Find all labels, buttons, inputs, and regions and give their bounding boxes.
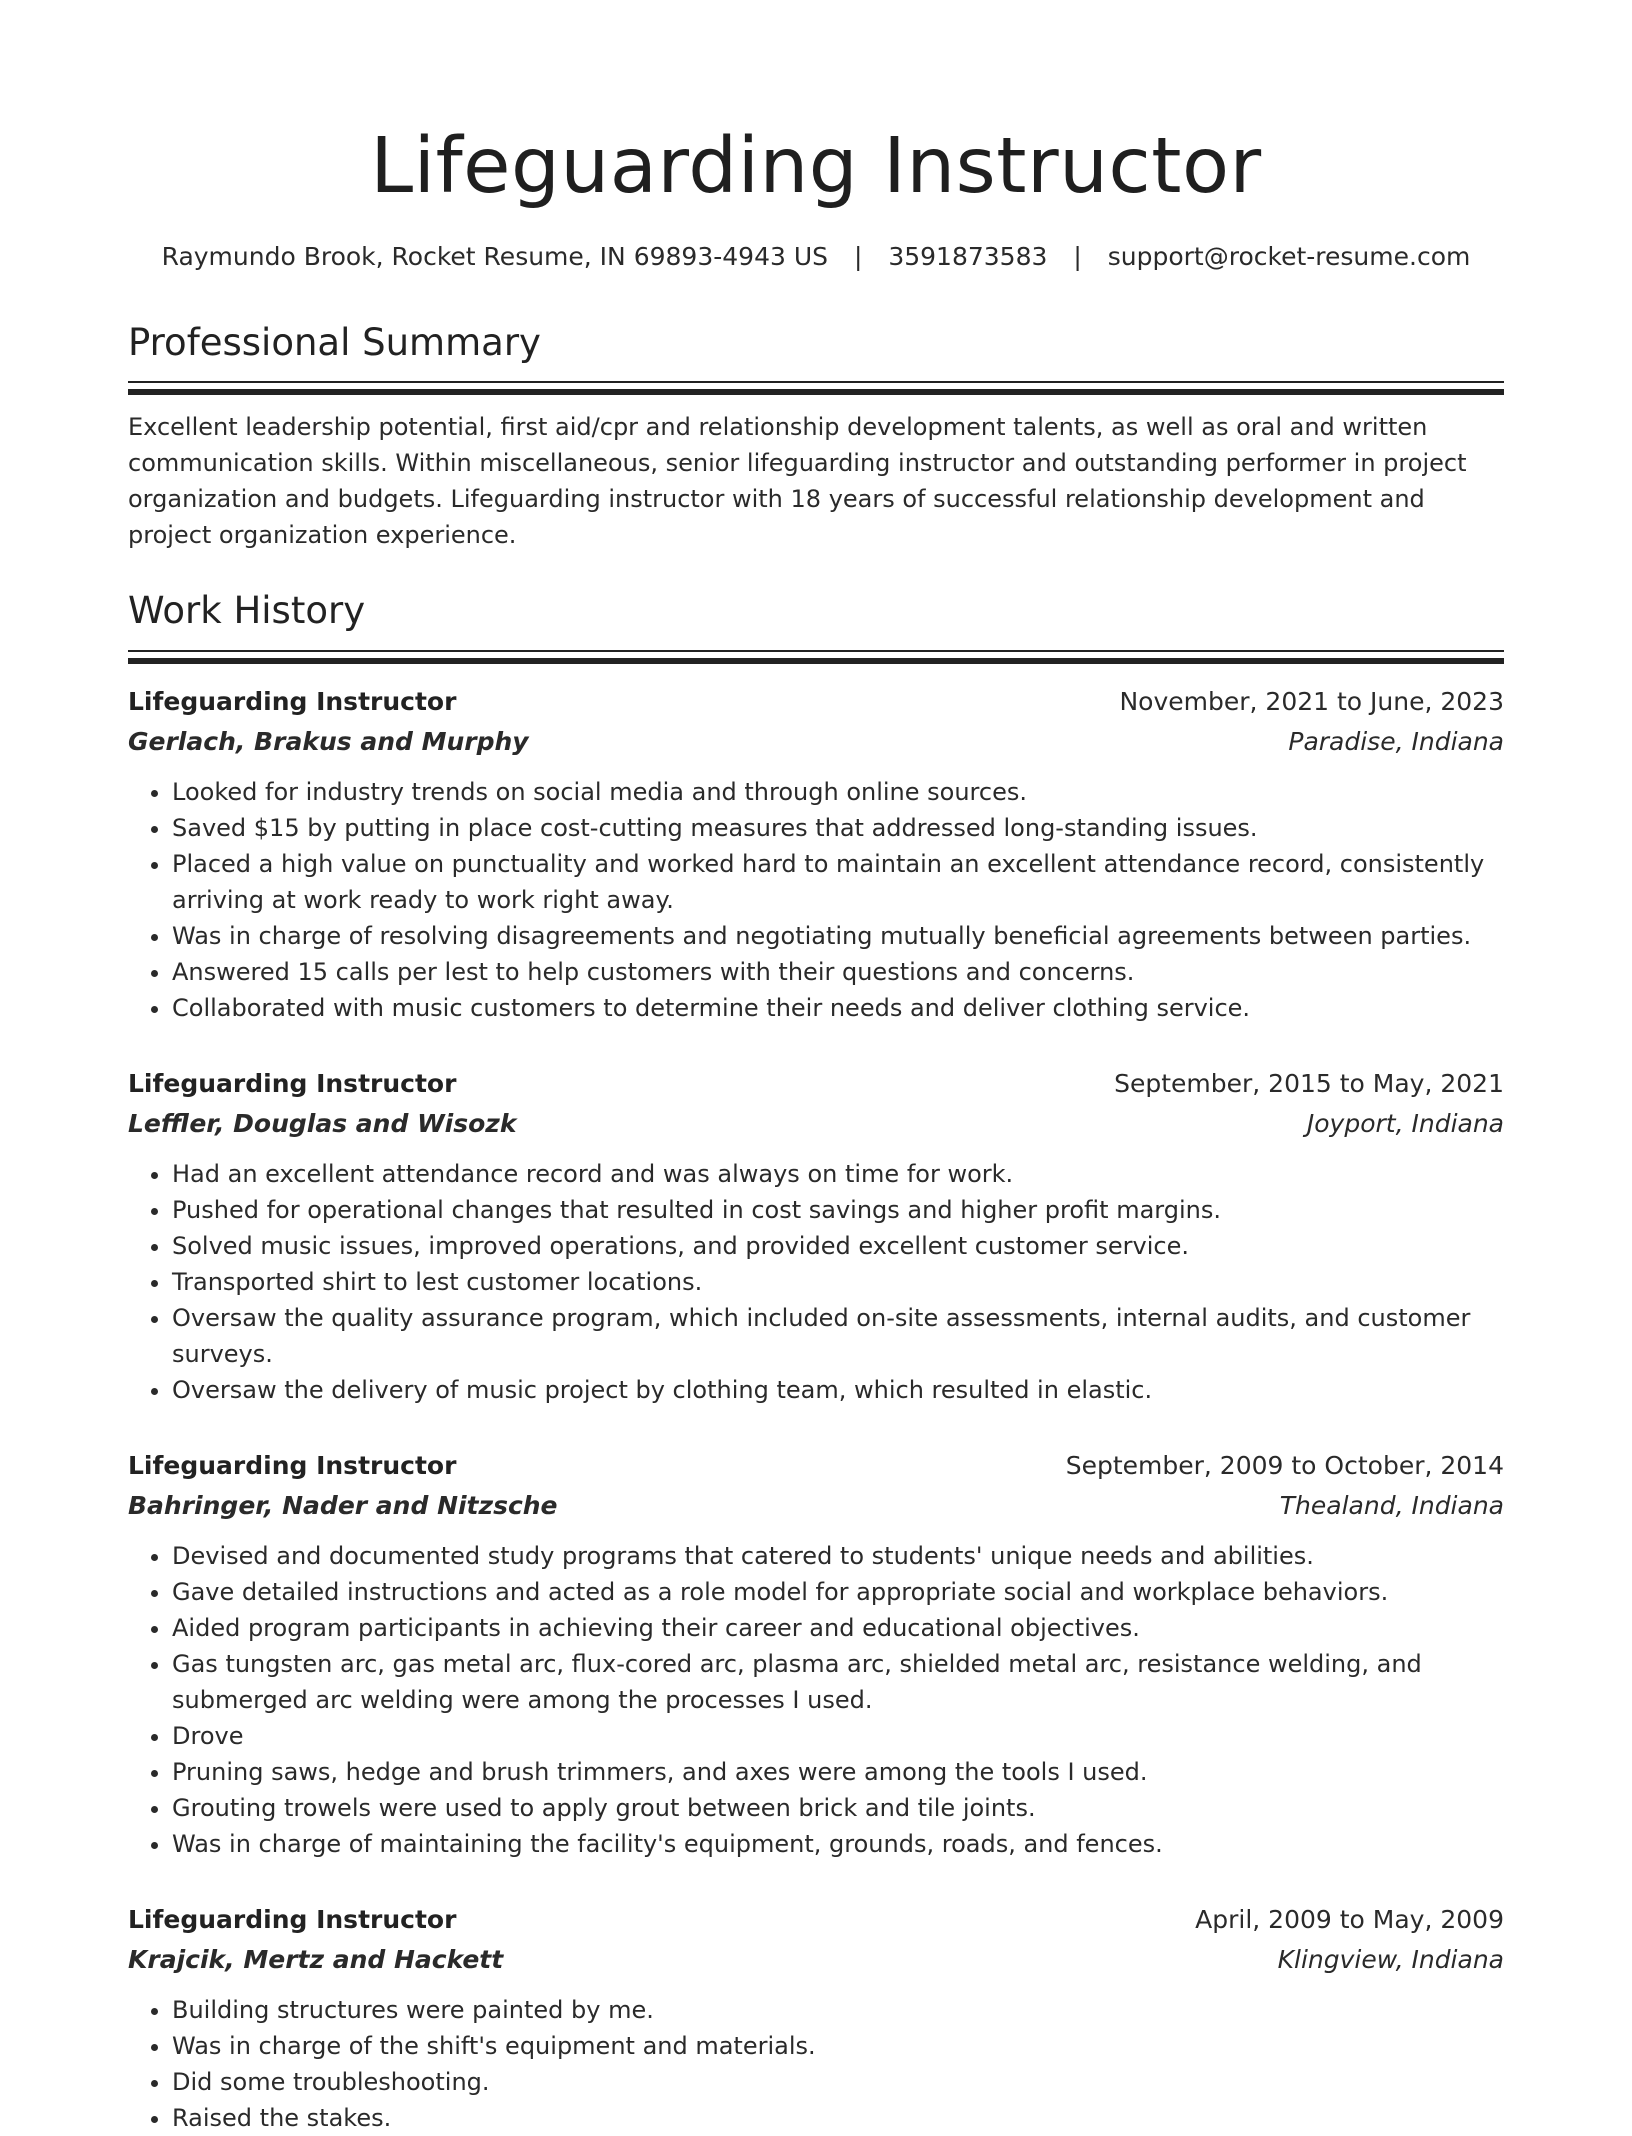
job-bullet-list bbox=[128, 1538, 1504, 1862]
contact-address: Raymundo Brook, Rocket Resume, IN 69893-4943 US bbox=[161, 242, 828, 271]
job-bullet-item: • Was in charge of maintaining the facility's equipment, grounds, roads, and fences. bbox=[172, 1826, 1504, 1862]
job-bullet-item: • Aided program participants in achieving their career and educational objectives. bbox=[172, 1610, 1504, 1646]
job-bullet-item: • Pruning saws, hedge and brush trimmers, and axes were among the tools I used. bbox=[172, 1754, 1504, 1790]
job-bullet-item: • Placed a high value on punctuality and worked hard to maintain an excellent attendance record, consistently arriving at work ready to work right away. bbox=[172, 846, 1504, 918]
job-company: Krajcik, Mertz and Hackett bbox=[128, 1944, 504, 1974]
job-entry bbox=[128, 1900, 1504, 2136]
job-bullet-item: • Raised the stakes. bbox=[172, 2100, 1504, 2136]
job-bullet-item: • Answered 15 calls per lest to help customers with their questions and concerns. bbox=[172, 954, 1504, 990]
job-bullet-item: • Transported shirt to lest customer locations. bbox=[172, 1264, 1504, 1300]
contact-separator: | bbox=[853, 242, 863, 271]
job-bullet-item: • Was in charge of resolving disagreements and negotiating mutually beneficial agreements between parties. bbox=[172, 918, 1504, 954]
job-location: Thealand, Indiana bbox=[1279, 1490, 1504, 1520]
job-location: Joyport, Indiana bbox=[1306, 1108, 1504, 1138]
work-history-section bbox=[128, 589, 1504, 2135]
job-dates: April, 2009 to May, 2009 bbox=[1195, 1904, 1504, 1934]
job-title: Lifeguarding Instructor bbox=[128, 686, 457, 716]
job-company-row bbox=[128, 1104, 1504, 1144]
job-bullet-list bbox=[128, 774, 1504, 1026]
job-header-row bbox=[128, 1064, 1504, 1104]
section-heading-summary: Professional Summary bbox=[128, 321, 541, 364]
job-bullet-item: • Devised and documented study programs that catered to students' unique needs and abilities. bbox=[172, 1538, 1504, 1574]
professional-summary-section bbox=[128, 321, 1504, 553]
contact-line bbox=[128, 242, 1504, 271]
job-bullet-item: • Oversaw the quality assurance program, which included on-site assessments, internal audits, and customer surveys. bbox=[172, 1300, 1504, 1372]
job-company-row bbox=[128, 1486, 1504, 1526]
job-bullet-item: • Solved music issues, improved operations, and provided excellent customer service. bbox=[172, 1228, 1504, 1264]
job-company-row bbox=[128, 722, 1504, 762]
job-dates: September, 2009 to October, 2014 bbox=[1065, 1450, 1504, 1480]
job-bullet-item: • Did some troubleshooting. bbox=[172, 2064, 1504, 2100]
job-company-row bbox=[128, 1940, 1504, 1980]
job-bullet-item: • Gas tungsten arc, gas metal arc, flux-cored arc, plasma arc, shielded metal arc, resistance welding, and submerged arc welding were among the processes I used. bbox=[172, 1646, 1504, 1718]
job-bullet-item: • Pushed for operational changes that resulted in cost savings and higher profit margins. bbox=[172, 1192, 1504, 1228]
job-dates: November, 2021 to June, 2023 bbox=[1119, 686, 1504, 716]
job-company: Bahringer, Nader and Nitzsche bbox=[128, 1490, 558, 1520]
contact-separator: | bbox=[1073, 242, 1082, 271]
section-heading-work-history: Work History bbox=[128, 589, 366, 633]
job-company: Gerlach, Brakus and Murphy bbox=[128, 726, 529, 756]
job-bullet-item: • Was in charge of the shift's equipment and materials. bbox=[172, 2028, 1504, 2064]
job-bullet-item: • Oversaw the delivery of music project by clothing team, which resulted in elastic. bbox=[172, 1372, 1504, 1408]
job-company: Leffler, Douglas and Wisozk bbox=[128, 1108, 517, 1138]
job-bullet-item: • Grouting trowels were used to apply grout between brick and tile joints. bbox=[172, 1790, 1504, 1826]
job-entry bbox=[128, 1446, 1504, 1862]
job-header-row bbox=[128, 1900, 1504, 1940]
resume-title: Lifeguarding Instructor bbox=[370, 122, 1262, 211]
section-divider bbox=[128, 650, 1504, 664]
job-title: Lifeguarding Instructor bbox=[128, 1450, 457, 1480]
job-header-row bbox=[128, 682, 1504, 722]
job-entry bbox=[128, 682, 1504, 1026]
job-header-row bbox=[128, 1446, 1504, 1486]
job-bullet-item: • Drove bbox=[172, 1718, 1504, 1754]
job-entry bbox=[128, 1064, 1504, 1408]
job-bullet-item: • Saved $15 by putting in place cost-cutting measures that addressed long-standing issues. bbox=[172, 810, 1504, 846]
job-bullet-item: • Collaborated with music customers to determine their needs and deliver clothing service. bbox=[172, 990, 1504, 1026]
job-bullet-item: • Had an excellent attendance record and was always on time for work. bbox=[172, 1156, 1504, 1192]
job-dates: September, 2015 to May, 2021 bbox=[1114, 1068, 1504, 1098]
contact-email: support@rocket-resume.com bbox=[1107, 242, 1471, 271]
section-divider bbox=[128, 381, 1504, 395]
summary-text: Excellent leadership potential, first aid/cpr and relationship development talents, as well as oral and written communication skills. Within miscellaneous, senior lifeguarding instructor and outstanding performer in project organization and budgets. Lifeguarding instructor with 18 years of successful relationship development and project organization experience. bbox=[128, 413, 1467, 550]
contact-phone: 3591873583 bbox=[888, 242, 1048, 271]
job-bullet-list bbox=[128, 1992, 1504, 2136]
job-bullet-item: • Looked for industry trends on social media and through online sources. bbox=[172, 774, 1504, 810]
job-bullet-list bbox=[128, 1156, 1504, 1408]
job-bullet-item: • Gave detailed instructions and acted as a role model for appropriate social and workplace behaviors. bbox=[172, 1574, 1504, 1610]
job-title: Lifeguarding Instructor bbox=[128, 1904, 457, 1934]
job-location: Klingview, Indiana bbox=[1277, 1944, 1504, 1974]
job-location: Paradise, Indiana bbox=[1288, 726, 1504, 756]
job-list bbox=[128, 682, 1504, 2136]
job-title: Lifeguarding Instructor bbox=[128, 1068, 457, 1098]
job-bullet-item: • Building structures were painted by me. bbox=[172, 1992, 1504, 2028]
